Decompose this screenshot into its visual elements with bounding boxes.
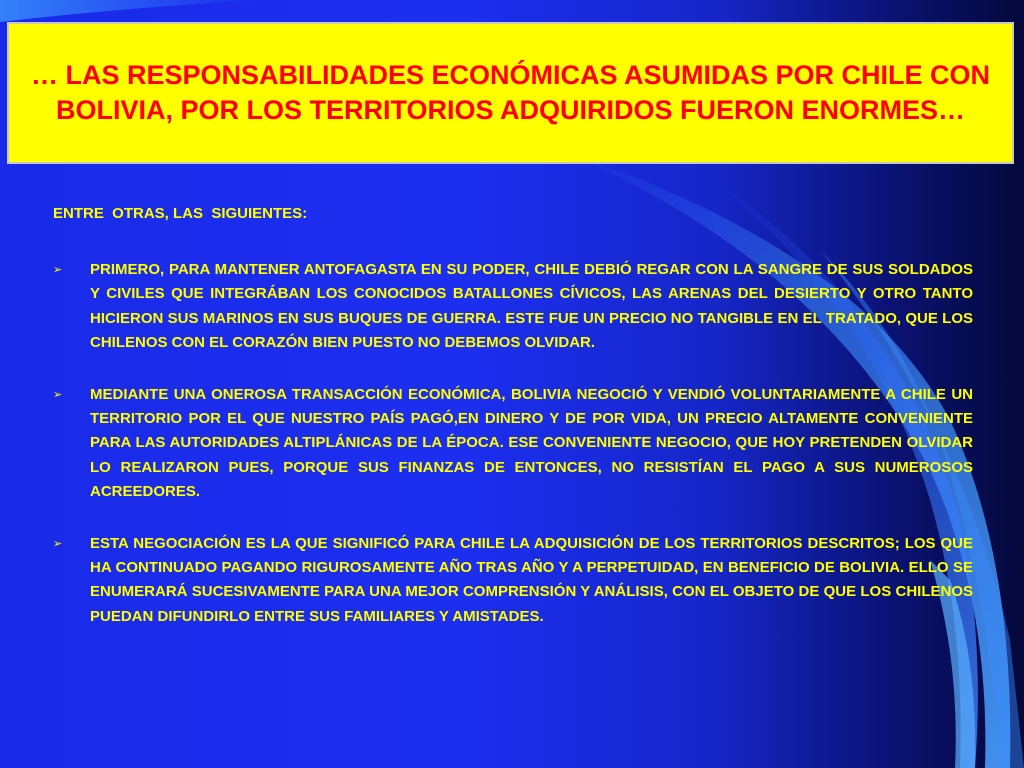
intro-text: ENTRE OTRAS, LAS SIGUIENTES: xyxy=(53,205,308,222)
arrow-bullet-icon: ➢ xyxy=(53,537,63,550)
bullet-text: ESTA NEGOCIACIÓN ES LA QUE SIGNIFICÓ PARA CHILE LA ADQUISICIÓN DE LOS TERRITORIOS DESCRITOS; LOS QUE HA CONTINUADO PAGANDO RIGUROSAMENTE AÑO TRAS AÑO Y A PERPETUIDAD, EN BENEFICIO DE BOLIVIA. ELLO SE ENUMERARÁ SUCESIVAMENTE PARA UNA MEJOR COMPRENSIÓN Y ANÁLISIS, CON EL OBJETO DE QUE LOS CHILENOS PUEDAN DIFUNDIRLO ENTRE SUS FAMILIARES Y AMISTADES. xyxy=(90,534,973,625)
arrow-bullet-icon: ➢ xyxy=(53,264,63,276)
bullet-item xyxy=(53,532,973,630)
bullet-text: MEDIANTE UNA ONEROSA TRANSACCIÓN ECONÓMICA, BOLIVIA NEGOCIÓ Y VENDIÓ VOLUNTARIAMENTE A CHILE UN TERRITORIO POR EL QUE NUESTRO PAÍS PAGÓ,EN DINERO Y DE POR VIDA, UN PRECIO ALTAMENTE CONVENIENTE PARA LAS AUTORIDADES ALTIPLÁNICAS DE LA ÉPOCA. ESE CONVENIENTE NEGOCIO, QUE HOY PRETENDEN OLVIDAR LO REALIZARON PUES, PORQUE SUS FINANZAS DE ENTONCES, NO RESISTÍAN EL PAGO A SUS NUMEROSOS ACREEDORES. xyxy=(90,385,973,501)
bullet-item xyxy=(53,383,973,505)
arrow-bullet-icon: ➢ xyxy=(53,388,63,401)
bullet-text: PRIMERO, PARA MANTENER ANTOFAGASTA EN SU PODER, CHILE DEBIÓ REGAR CON LA SANGRE DE SUS SOLDADOS Y CIVILES QUE INTEGRÁBAN LOS CONOCIDOS BATALLONES CÍVICOS, LAS ARENAS DEL DESIERTO Y OTRO TANTO HICIERON SUS MARINOS EN SUS BUQUES DE GUERRA. ESTE FUE UN PRECIO NO TANGIBLE EN EL TRATADO, QUE LOS CHILENOS CON EL CORAZÓN BIEN PUESTO NO DEBEMOS OLVIDAR. xyxy=(90,261,973,352)
title-box xyxy=(7,22,1014,164)
slide-title: … LAS RESPONSABILIDADES ECONÓMICAS ASUMIDAS POR CHILE CON BOLIVIA, POR LOS TERRITORIOS ADQUIRIDOS FUERON ENORMES… xyxy=(30,60,991,125)
bullet-item xyxy=(53,258,973,356)
bullet-list xyxy=(53,258,973,656)
